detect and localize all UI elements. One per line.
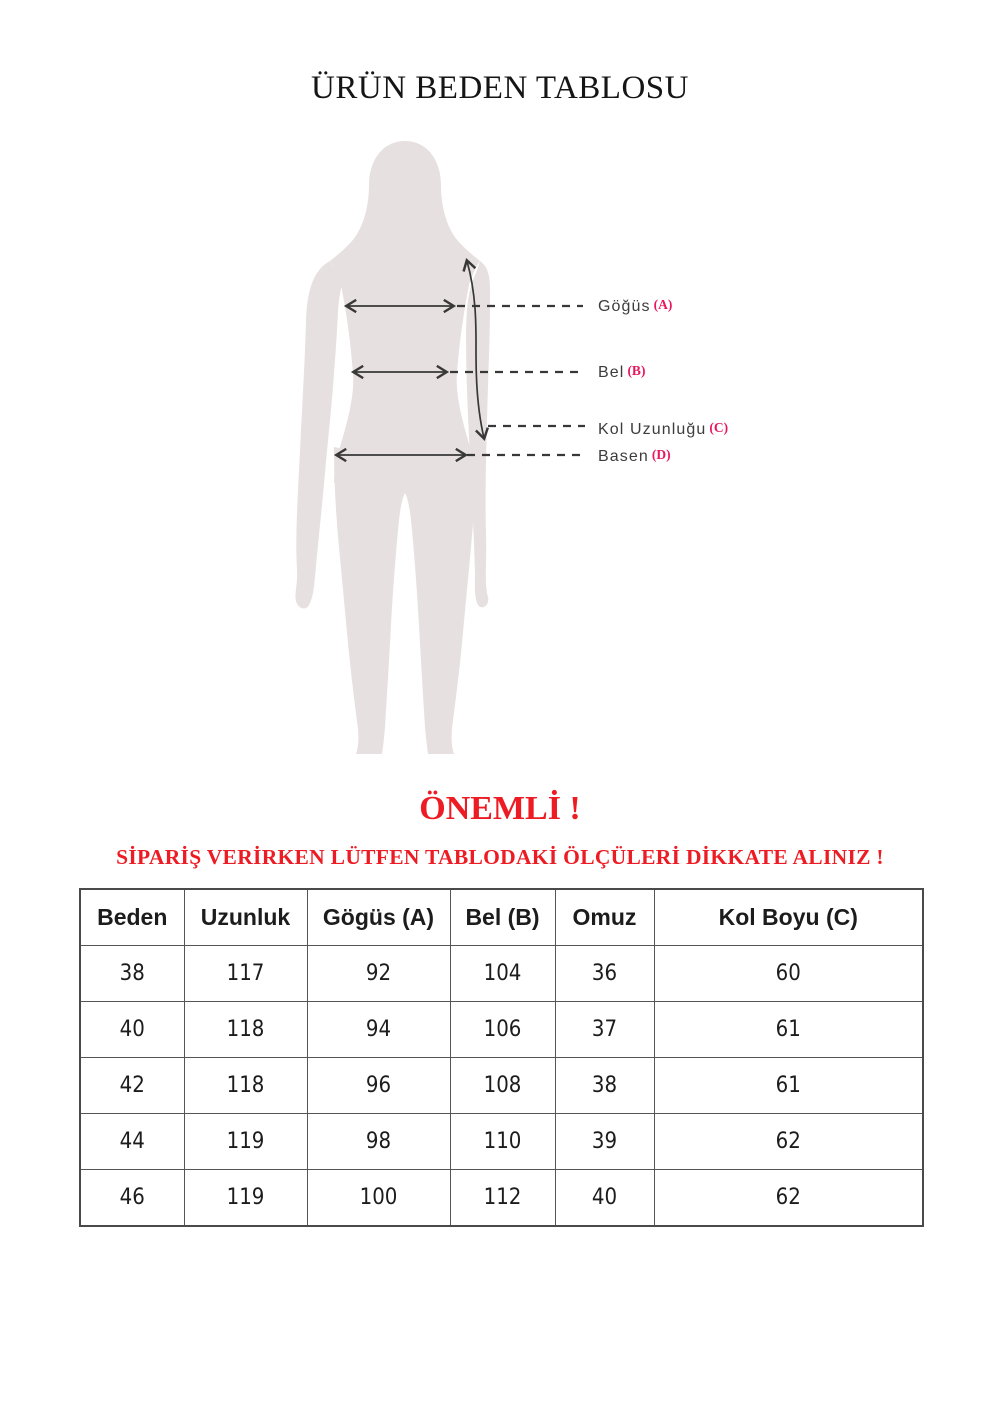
size-table-header-cell: Uzunluk bbox=[184, 889, 307, 946]
size-table-cell: 40 bbox=[555, 1170, 654, 1227]
label-hip-letter: (D) bbox=[651, 446, 671, 462]
label-hip bbox=[598, 448, 671, 466]
size-table-cell: 110 bbox=[450, 1114, 555, 1170]
size-table-cell: 98 bbox=[307, 1114, 450, 1170]
size-table-cell: 112 bbox=[450, 1170, 555, 1227]
size-table-cell: 104 bbox=[450, 946, 555, 1002]
female-body-silhouette bbox=[295, 141, 490, 754]
size-table-cell: 106 bbox=[450, 1002, 555, 1058]
size-table-cell: 36 bbox=[555, 946, 654, 1002]
body-silhouette-figure bbox=[280, 135, 610, 765]
important-heading: ÖNEMLİ ! bbox=[419, 790, 581, 827]
size-table-cell: 40 bbox=[80, 1002, 184, 1058]
label-chest-text: Göğüs bbox=[598, 298, 651, 315]
size-table-cell: 44 bbox=[80, 1114, 184, 1170]
size-table-cell: 92 bbox=[307, 946, 450, 1002]
size-table-cell: 118 bbox=[184, 1002, 307, 1058]
size-table-cell: 94 bbox=[307, 1002, 450, 1058]
size-table-row bbox=[80, 1170, 923, 1227]
size-table-cell: 96 bbox=[307, 1058, 450, 1114]
size-table-cell: 119 bbox=[184, 1170, 307, 1227]
size-table bbox=[79, 888, 924, 1227]
size-table-cell: 118 bbox=[184, 1058, 307, 1114]
size-table-header-cell: Beden bbox=[80, 889, 184, 946]
size-table-cell: 100 bbox=[307, 1170, 450, 1227]
label-chest-letter: (A) bbox=[653, 296, 673, 312]
label-arm-length-letter: (C) bbox=[709, 419, 729, 435]
size-table-cell: 38 bbox=[80, 946, 184, 1002]
label-chest bbox=[598, 298, 672, 316]
size-table-cell: 61 bbox=[654, 1002, 923, 1058]
label-hip-text: Basen bbox=[598, 448, 649, 465]
size-table-head bbox=[80, 889, 923, 946]
size-table-header-row bbox=[80, 889, 923, 946]
size-table-row bbox=[80, 1002, 923, 1058]
label-arm-length-text: Kol Uzunluğu bbox=[598, 421, 707, 438]
size-table-row bbox=[80, 946, 923, 1002]
label-waist-letter: (B) bbox=[627, 362, 646, 378]
size-table-row bbox=[80, 1058, 923, 1114]
size-table-body bbox=[80, 946, 923, 1227]
size-table-cell: 46 bbox=[80, 1170, 184, 1227]
size-table-cell: 119 bbox=[184, 1114, 307, 1170]
size-table-header-cell: Gögüs (A) bbox=[307, 889, 450, 946]
label-arm-length bbox=[598, 421, 728, 439]
size-table-cell: 61 bbox=[654, 1058, 923, 1114]
size-table-cell: 62 bbox=[654, 1170, 923, 1227]
size-table-cell: 37 bbox=[555, 1002, 654, 1058]
size-table-cell: 117 bbox=[184, 946, 307, 1002]
size-table-header-cell: Bel (B) bbox=[450, 889, 555, 946]
size-table-cell: 38 bbox=[555, 1058, 654, 1114]
order-warning-text: SİPARİŞ VERİRKEN LÜTFEN TABLODAKİ ÖLÇÜLERİ DİKKATE ALINIZ ! bbox=[116, 845, 884, 869]
size-table-cell: 62 bbox=[654, 1114, 923, 1170]
size-table-cell: 42 bbox=[80, 1058, 184, 1114]
size-table-cell: 39 bbox=[555, 1114, 654, 1170]
size-table-header-cell: Kol Boyu (C) bbox=[654, 889, 923, 946]
size-table-cell: 60 bbox=[654, 946, 923, 1002]
page-title: ÜRÜN BEDEN TABLOSU bbox=[311, 70, 689, 106]
label-waist bbox=[598, 364, 645, 382]
size-table-row bbox=[80, 1114, 923, 1170]
size-table-header-cell: Omuz bbox=[555, 889, 654, 946]
size-table-cell: 108 bbox=[450, 1058, 555, 1114]
label-waist-text: Bel bbox=[598, 364, 625, 381]
